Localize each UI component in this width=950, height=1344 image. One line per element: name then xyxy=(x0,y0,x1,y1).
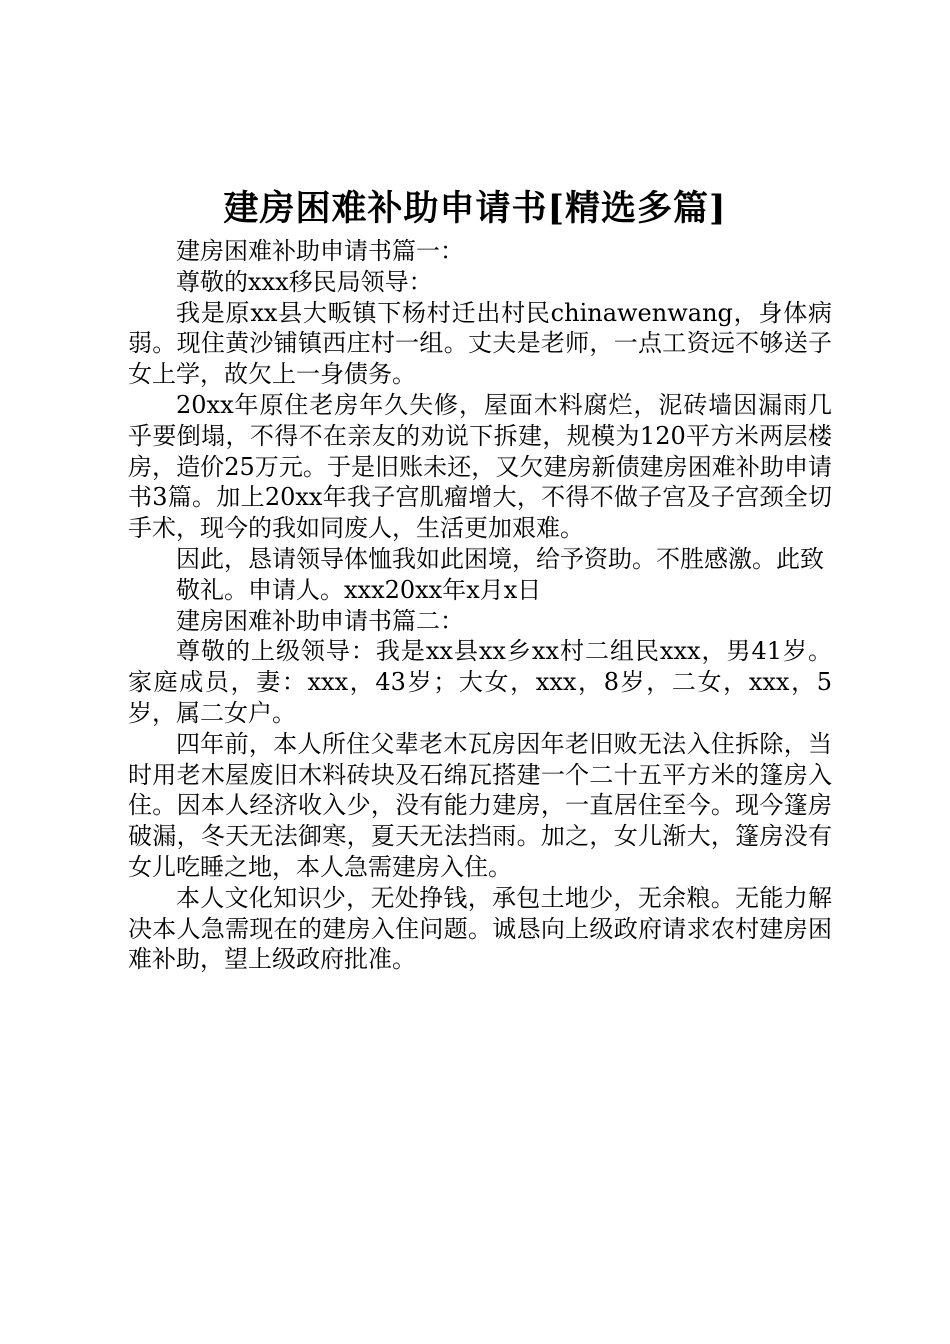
paragraph-salutation-1: 尊敬的xxx移民局领导： xyxy=(176,267,433,296)
paragraph: 20xx年原住老房年久失修，屋面木料腐烂，泥砖墙因漏雨几乎要倒塌，不得不在亲友的劝说下拆建，规模为120平方米两层楼房，造价25万元。于是旧账未还，又欠建房新债建房困难补助申请书3篇。加上20xx年我子宫肌瘤增大，不得不做子宫及子宫颈全切手术，现今的我如同废人，生活更加艰难。 xyxy=(128,390,832,543)
document-title: 建房困难补助申请书[精选多篇] xyxy=(223,188,727,229)
paragraph-heading-1: 建房困难补助申请书篇一： xyxy=(176,237,464,265)
paragraph: 我是原xx县大畈镇下杨村迁出村民chinawenwang，身体病弱。现住黄沙铺镇西庄村一组。丈夫是老师，一点工资远不够送子女上学，故欠上一身债务。 xyxy=(128,298,832,389)
paragraph: 本人文化知识少，无处挣钱，承包土地少，无余粮。无能力解决本人急需现在的建房入住问题。诚恳向上级政府请求农村建房困难补助，望上级政府批准。 xyxy=(128,883,832,974)
document-body xyxy=(128,236,832,975)
paragraph-heading-2: 建房困难补助申请书篇二： xyxy=(176,606,464,635)
paragraph-signature-1: 敬礼。申请人。xxx20xx年x月x日 xyxy=(176,575,542,604)
paragraph: 四年前，本人所住父辈老木瓦房因年老旧败无法入住拆除，当时用老木屋废旧木料砖块及石绵瓦搭建一个二十五平方米的篷房入住。因本人经济收入少，没有能力建房，一直居住至今。现今篷房破漏，冬天无法御寒，夏天无法挡雨。加之，女儿渐大，篷房没有女儿吃睡之地，本人急需建房入住。 xyxy=(128,729,832,881)
paragraph: 因此，恳请领导体恤我如此困境，给予资助。不胜感激。此致 xyxy=(176,544,824,573)
paragraph: 尊敬的上级领导：我是xx县xx乡xx村二组民xxx，男41岁。家庭成员，妻：xxx，43岁；大女，xxx，8岁，二女，xxx，5岁，属二女户。 xyxy=(128,637,832,727)
